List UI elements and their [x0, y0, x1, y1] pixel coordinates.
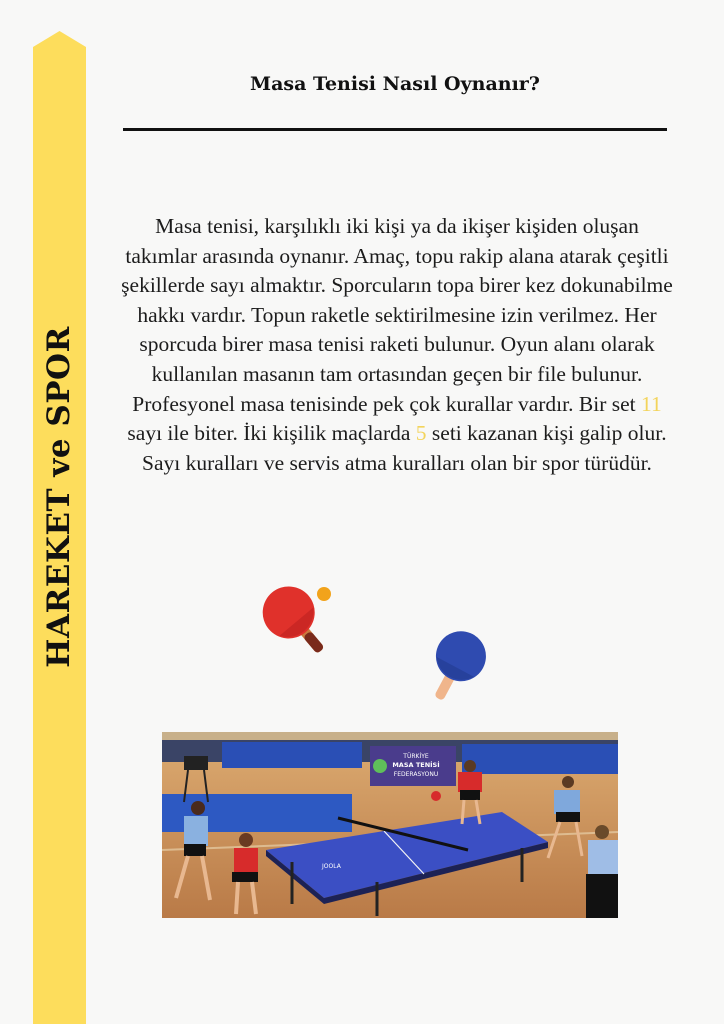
side-title: HAREKET ve SPOR — [41, 326, 77, 668]
banner-line-1: TÜRKİYE — [403, 753, 429, 760]
sets-to-win-highlight: 5 — [415, 421, 427, 446]
page-title: Masa Tenisi Nasıl Oynanır? — [250, 73, 540, 95]
body-paragraph — [118, 212, 676, 478]
body-text-part-1: Masa tenisi, karşılıklı iki kişi ya da ikişer kişiden oluşan takımlar arasında oynanır. Amaç, topu rakip alana atarak çeşitli şekillerde sayı almaktır. Sporcuların topa birer kez dokunabilme hakkı vardır. Topun raketle sektirilmesine izin verilmez. Her sporcuda birer masa tenisi raketi bulunur. Oyun alanı olarak kullanılan masanın tam ortasından geçen bir file bulunur. Profesyonel masa tenisinde pek çok kurallar vardır. Bir set — [121, 214, 673, 416]
match-photo — [162, 732, 618, 918]
title-divider — [123, 128, 667, 131]
body-text-part-2: sayı ile biter. İki kişilik maçlarda — [127, 421, 416, 446]
banner-line-3: FEDERASYONU — [393, 771, 439, 778]
match-photo-image — [162, 732, 618, 918]
ping-pong-paddle-blue-icon — [426, 628, 492, 704]
table-brand-label: JOOLA — [322, 863, 341, 870]
ping-pong-ball-icon — [316, 586, 332, 602]
banner-line-2: MASA TENİSİ — [392, 761, 440, 769]
body-text-part-3: seti kazanan kişi galip olur. Sayı kuralları ve servis atma kuralları olan bir spor türüdür. — [142, 421, 667, 475]
set-points-highlight: 11 — [641, 391, 662, 416]
